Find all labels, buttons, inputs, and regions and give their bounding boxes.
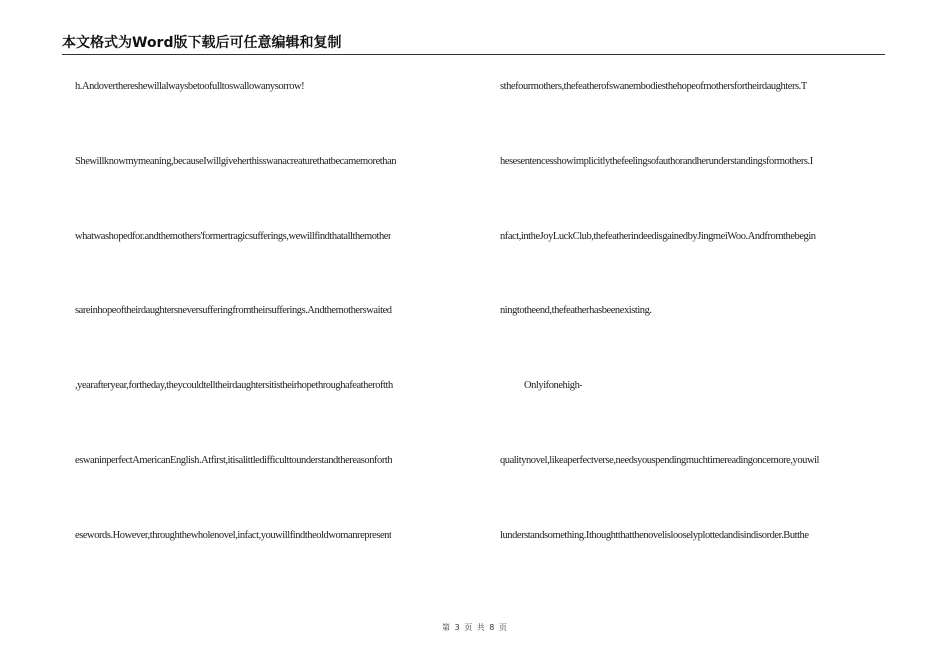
text-line: ningtotheend,thefeatherhasbeenexisting. <box>500 305 652 316</box>
text-line: hesesentencesshowimplicitlythefeelingsofauthorandherunderstandingsformothers.I <box>500 156 813 167</box>
text-line: lunderstandsomething.Ithoughtthatthenovelislooselyplottedandisindisorder.Butthe <box>500 530 809 541</box>
text-line: h.Andoverthereshewillalwaysbetoofulltoswallowanysorrow! <box>75 81 305 92</box>
header-title: 本文格式为Word版下载后可任意编辑和复制 <box>62 35 342 51</box>
text-line: qualitynovel,likeaperfectverse,needsyouspendingmuchtimereadingoncemore,youwil <box>500 455 820 466</box>
text-line: whatwashopedfor.andthemothers'formertragicsufferings,wewillfindthatallthemother <box>75 231 392 242</box>
text-line: ,yearafteryear,fortheday,theycouldtelltheirdaughtersitistheirhopethroughafeatheroftth <box>75 380 393 391</box>
text-line: esewords.However,throughthewholenovel,infact,youwillfindtheoldwomanrepresent <box>75 530 392 541</box>
text-line: Onlyifonehigh- <box>524 380 583 391</box>
text-line: nfact,intheJoyLuckClub,thefeatherindeedisgainedbyJingmeiWoo.Andfromthebegin <box>500 231 816 242</box>
text-line: sthefourmothers,thefeatherofswanembodiesthehopeofmothersfortheirdaughters.T <box>500 81 807 92</box>
text-line: Shewillknowmymeaning,becauseIwillgiveherthisswanacreaturethatbecamemorethan <box>75 156 397 167</box>
page-number-footer: 第 3 页 共 8 页 <box>442 623 508 632</box>
page-header <box>62 34 885 55</box>
text-line: sareinhopeoftheirdaughtersneversufferingfromtheirsufferings.Andthemotherswaited <box>75 305 392 316</box>
text-line: eswaninperfectAmericanEnglish.Atfirst,itisalittledifficulttounderstandthereasonforth <box>75 455 393 466</box>
